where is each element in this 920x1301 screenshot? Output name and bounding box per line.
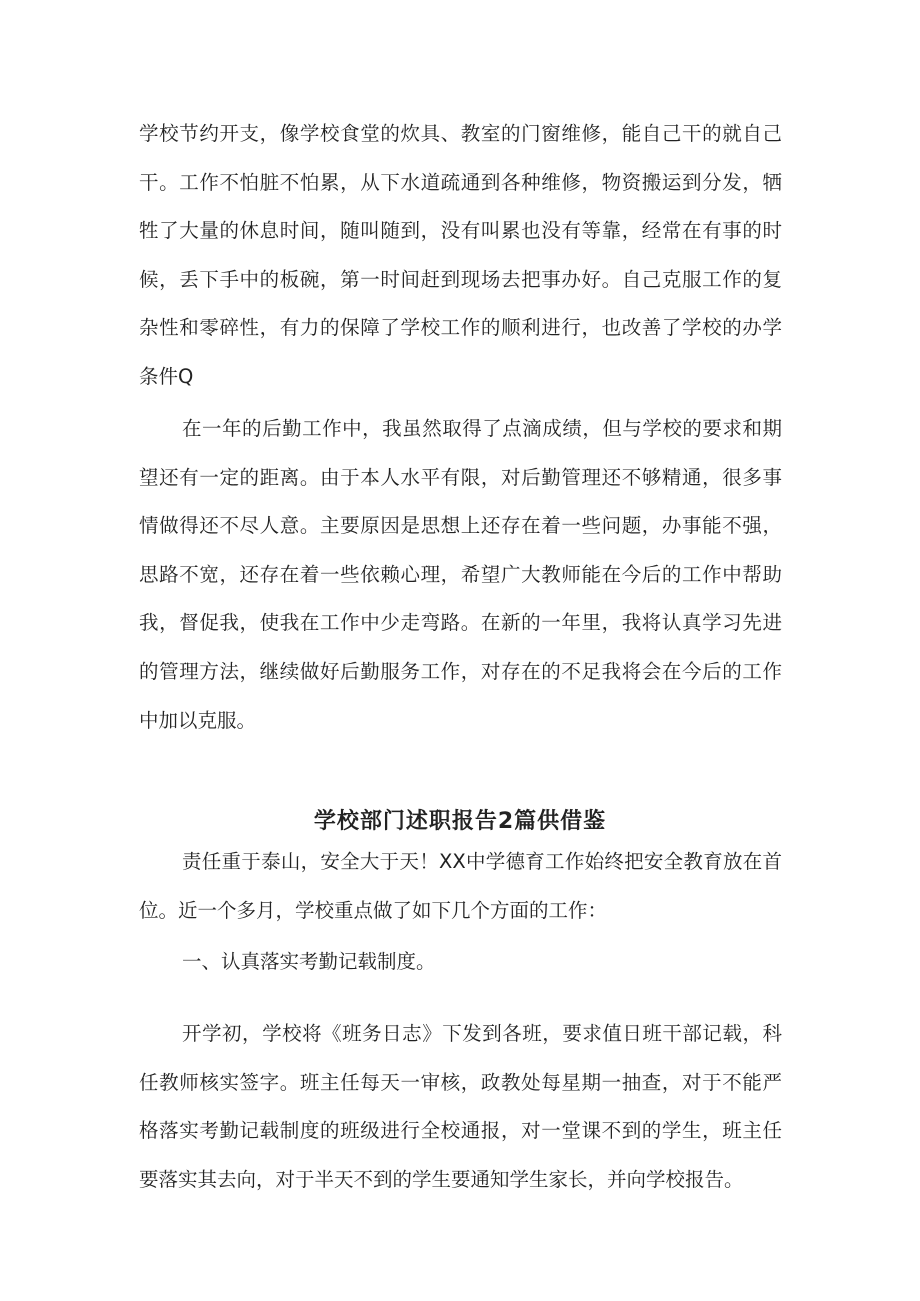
section-heading: 学校部门述职报告2篇供借鉴 (313, 809, 607, 835)
list-item-one: 一、认真落实考勤记载制度。 (182, 950, 436, 973)
paragraph-summary: 在一年的后勤工作中，我虽然取得了点滴成绩，但与学校的要求和期望还有一定的距离。由于本人水平有限，对后勤管理还不够精通，很多事情做得还不尽人意。主要原因是思想上还存在着一些问题，办事能不强，思路不宽，还存在着一些依赖心理，希望广大教师能在今后的工作中帮助我，督促我，使我在工作中少走弯路。在新的一年里，我将认真学习先进的管理方法，继续做好后勤服务工作，对存在的不足我将会在今后的工作中加以克服。 (139, 417, 782, 732)
paragraph-attendance: 开学初，学校将《班务日志》下发到各班，要求值日班干部记载，科任教师核实签字。班主任每天一审核，政教处每星期一抽查，对于不能严格落实考勤记载制度的班级进行全校通报，对一堂课不到的学生，班主任要落实其去向，对于半天不到的学生要通知学生家长，并向学校报告。 (139, 1022, 782, 1191)
paragraph-intro: 责任重于泰山，安全大于天！XX中学德育工作始终把安全教育放在首位。近一个多月，学校重点做了如下几个方面的工作： (139, 850, 782, 922)
paragraph-continuation: 学校节约开支，像学校食堂的炊具、教室的门窗维修，能自己干的就自己干。工作不怕脏不怕累，从下水道疏通到各种维修，物资搬运到分发，牺牲了大量的休息时间，随叫随到，没有叫累也没有等靠，经常在有事的时候，丢下手中的板碗，第一时间赶到现场去把事办好。自己克服工作的复杂性和零碎性，有力的保障了学校工作的顺利进行，也改善了学校的办学条件Q (139, 122, 782, 388)
